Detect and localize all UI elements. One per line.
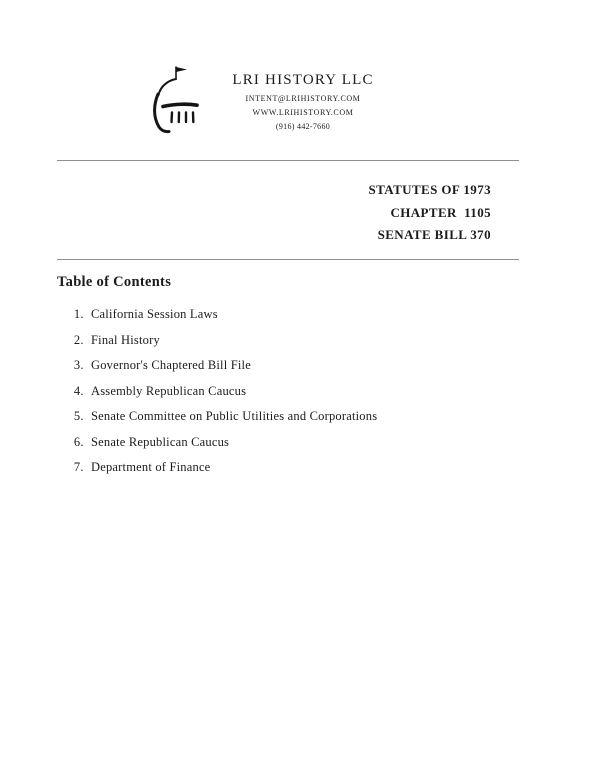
toc-item: 4. Assembly Republican Caucus	[87, 379, 377, 405]
toc-item: 3. Governor's Chaptered Bill File	[87, 353, 377, 379]
statutes-line: STATUTES OF 1973	[368, 182, 491, 197]
contact-email: INTENT@LRIHISTORY.COM	[245, 94, 361, 103]
contact-website: WWW.LRIHISTORY.COM	[252, 108, 354, 117]
bill-reference-block	[369, 179, 491, 247]
senate-bill-line: SENATE BILL 370	[377, 227, 491, 242]
contact-block	[218, 72, 388, 131]
contact-phone: (916) 442-7660	[275, 122, 331, 131]
company-name: LRI HISTORY LLC	[232, 72, 374, 88]
chapter-line: CHAPTER 1105	[390, 204, 491, 220]
toc-item: 1. California Session Laws	[87, 302, 377, 328]
divider-bottom	[57, 259, 519, 260]
toc-title: Table of Contents	[57, 274, 172, 290]
divider-top	[57, 160, 519, 161]
capitol-building-icon	[146, 64, 206, 138]
toc-item: 6. Senate Republican Caucus	[87, 430, 377, 456]
toc-item: 5. Senate Committee on Public Utilities and Corporations	[87, 404, 377, 430]
toc-item: 7. Department of Finance	[87, 455, 377, 481]
toc-list	[57, 302, 377, 481]
toc-item: 2. Final History	[87, 328, 377, 354]
